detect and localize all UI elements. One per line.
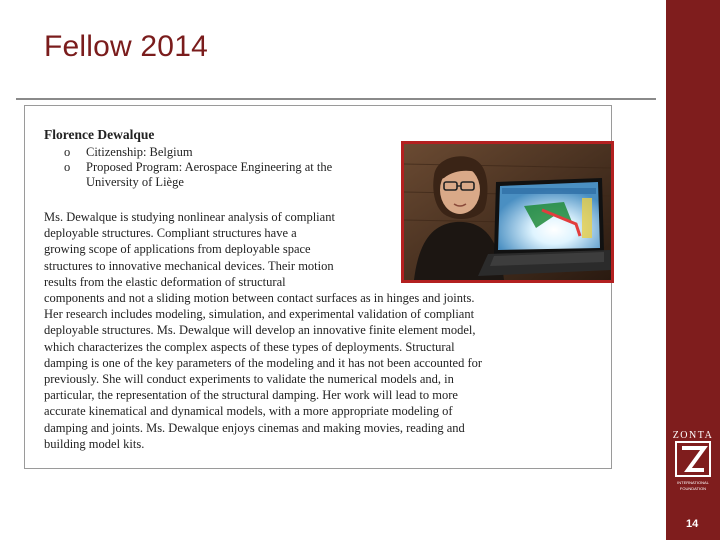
bio-line: results from the elastic deformation of structural (44, 274, 286, 289)
list-item (64, 145, 386, 160)
fellow-photo (401, 141, 614, 283)
logo-wordmark: ZONTA (672, 430, 714, 441)
bio-line: structures to innovative mechanical devices. Their motion (44, 258, 334, 273)
zonta-logo (668, 426, 718, 496)
citizenship-text: Citizenship: Belgium (86, 145, 193, 159)
list-item (64, 175, 386, 190)
title-divider (16, 98, 656, 100)
bullet-marker: o (64, 160, 71, 174)
fellow-name: Florence Dewalque (44, 127, 155, 142)
bio-line: accurate kinematical and dynamical models, with a more appropriate modeling of (44, 404, 453, 419)
bio-line: components and not a sliding motion between contact surfaces as in hinges and joints. (44, 291, 475, 306)
list-item (64, 160, 386, 175)
bio-line: growing scope of applications from deployable space (44, 242, 311, 257)
bio-line: Ms. Dewalque is studying nonlinear analysis of compliant (44, 210, 335, 224)
bio-line: particular, the representation of the structural damping. Her work will lead to more (44, 388, 458, 403)
bio-line: which characterizes the complex aspects of these types of deployments. Structural (44, 339, 455, 354)
logo-z-mark (682, 448, 704, 470)
fellow-photo-illustration (404, 144, 611, 280)
bio-line: deployable structures. Compliant structures have a (44, 226, 297, 241)
logo-subtext-1: INTERNATIONAL (677, 480, 709, 485)
program-text: Proposed Program: Aerospace Engineering at the (86, 160, 333, 174)
page-number: 14 (686, 518, 699, 530)
bio-line: damping and joints. Ms. Dewalque enjoys cinemas and making movies, reading and (44, 420, 465, 435)
fellow-details-list (64, 145, 386, 190)
bio-line: previously. She will conduct experiments to validate the numerical models and, in (44, 372, 454, 387)
bio-line: damping is one of the key parameters of the modeling and it has not been accounted for (44, 355, 483, 370)
bullet-marker: o (64, 145, 71, 159)
university-text: University of Liège (86, 175, 184, 189)
bio-line: deployable structures. Ms. Dewalque will develop an innovative finite element model, (44, 323, 476, 338)
bio-line: Her research includes modeling, simulation, and experimental validation of compliant (44, 307, 475, 322)
bio-line: building model kits. (44, 436, 145, 451)
logo-subtext-2: FOUNDATION (679, 486, 707, 491)
slide-title: Fellow 2014 (44, 30, 208, 63)
